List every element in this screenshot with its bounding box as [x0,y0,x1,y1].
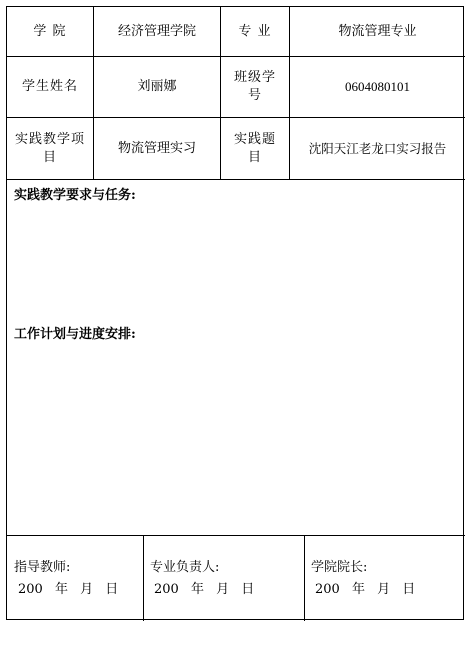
dean-label: 学院院长: [311,560,368,575]
student-name-label: 学生姓名 [21,79,78,94]
advisor-date: 200 年 月 日 [18,582,119,597]
requirements-label: 实践教学要求与任务: [14,188,136,203]
plan-label: 工作计划与进度安排: [14,327,136,342]
practice-topic-value: 沈阳天江老龙口实习报告 [308,140,447,156]
advisor-signature [14,558,118,600]
row-divider-4 [7,535,465,536]
student-name-value: 刘丽娜 [137,79,177,94]
form-sheet [6,6,464,620]
major-value: 物流管理专业 [338,23,417,39]
major-head-signature [150,558,254,600]
major-head-date: 200 年 月 日 [154,582,255,597]
class-number-label: 班级学号 [233,70,276,103]
sign-divider-1 [143,535,144,621]
major-head-label: 专业负责人: [150,560,220,575]
college-label: 学 院 [33,23,67,39]
advisor-label: 指导教师: [14,560,71,575]
class-number-value: 0604080101 [345,79,410,94]
row-divider-3 [7,179,465,180]
dean-date: 200 年 月 日 [315,582,416,597]
dean-signature [311,558,415,600]
practice-project-value: 物流管理实习 [117,140,196,156]
major-label: 专 业 [238,23,272,39]
practice-topic-label: 实践题目 [233,131,276,165]
sign-divider-2 [304,535,305,621]
practice-project-label: 实践教学项目 [14,131,85,165]
college-value: 经济管理学院 [117,23,196,39]
